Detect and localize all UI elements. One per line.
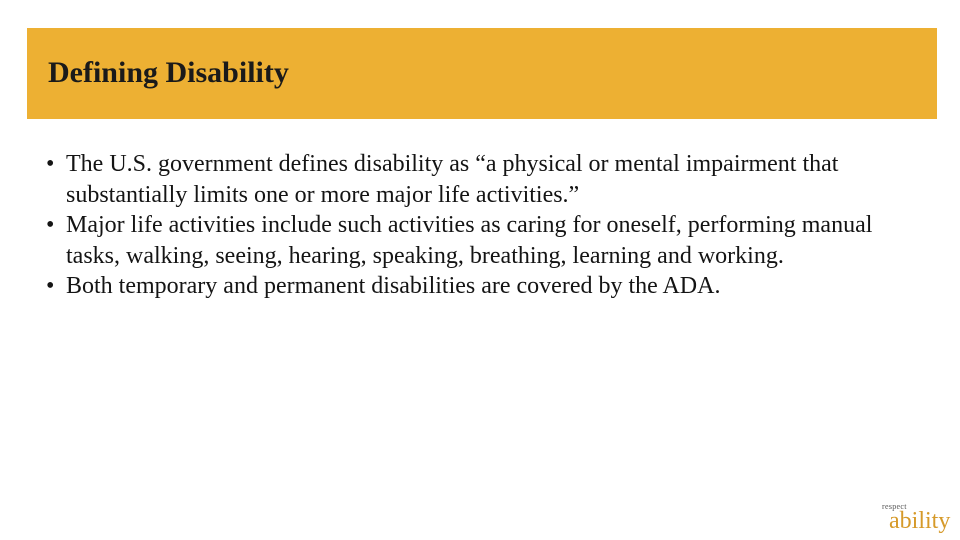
respect-ability-logo (880, 503, 954, 535)
bullet-text: Major life activities include such activities as caring for oneself, performing manual tasks, walking, seeing, hearing, speaking, breathing, learning and working. (66, 212, 873, 269)
title-bar (27, 28, 937, 119)
bullet-text: Both temporary and permanent disabilities are covered by the ADA. (66, 273, 721, 299)
bullet-item (46, 271, 906, 302)
bullet-item (46, 149, 906, 210)
bullet-marker: • (46, 273, 55, 299)
bullet-text: The U.S. government defines disability as “a physical or mental impairment that substantially limits one or more major life activities.” (66, 151, 839, 208)
logo-top-word: respect (882, 502, 907, 511)
logo-main-word: ability (889, 508, 951, 534)
slide-title: Defining Disability (48, 56, 289, 89)
bullet-marker: • (46, 151, 55, 177)
bullet-list (46, 149, 906, 302)
bullet-marker: • (46, 212, 55, 238)
bullet-item (46, 210, 906, 271)
